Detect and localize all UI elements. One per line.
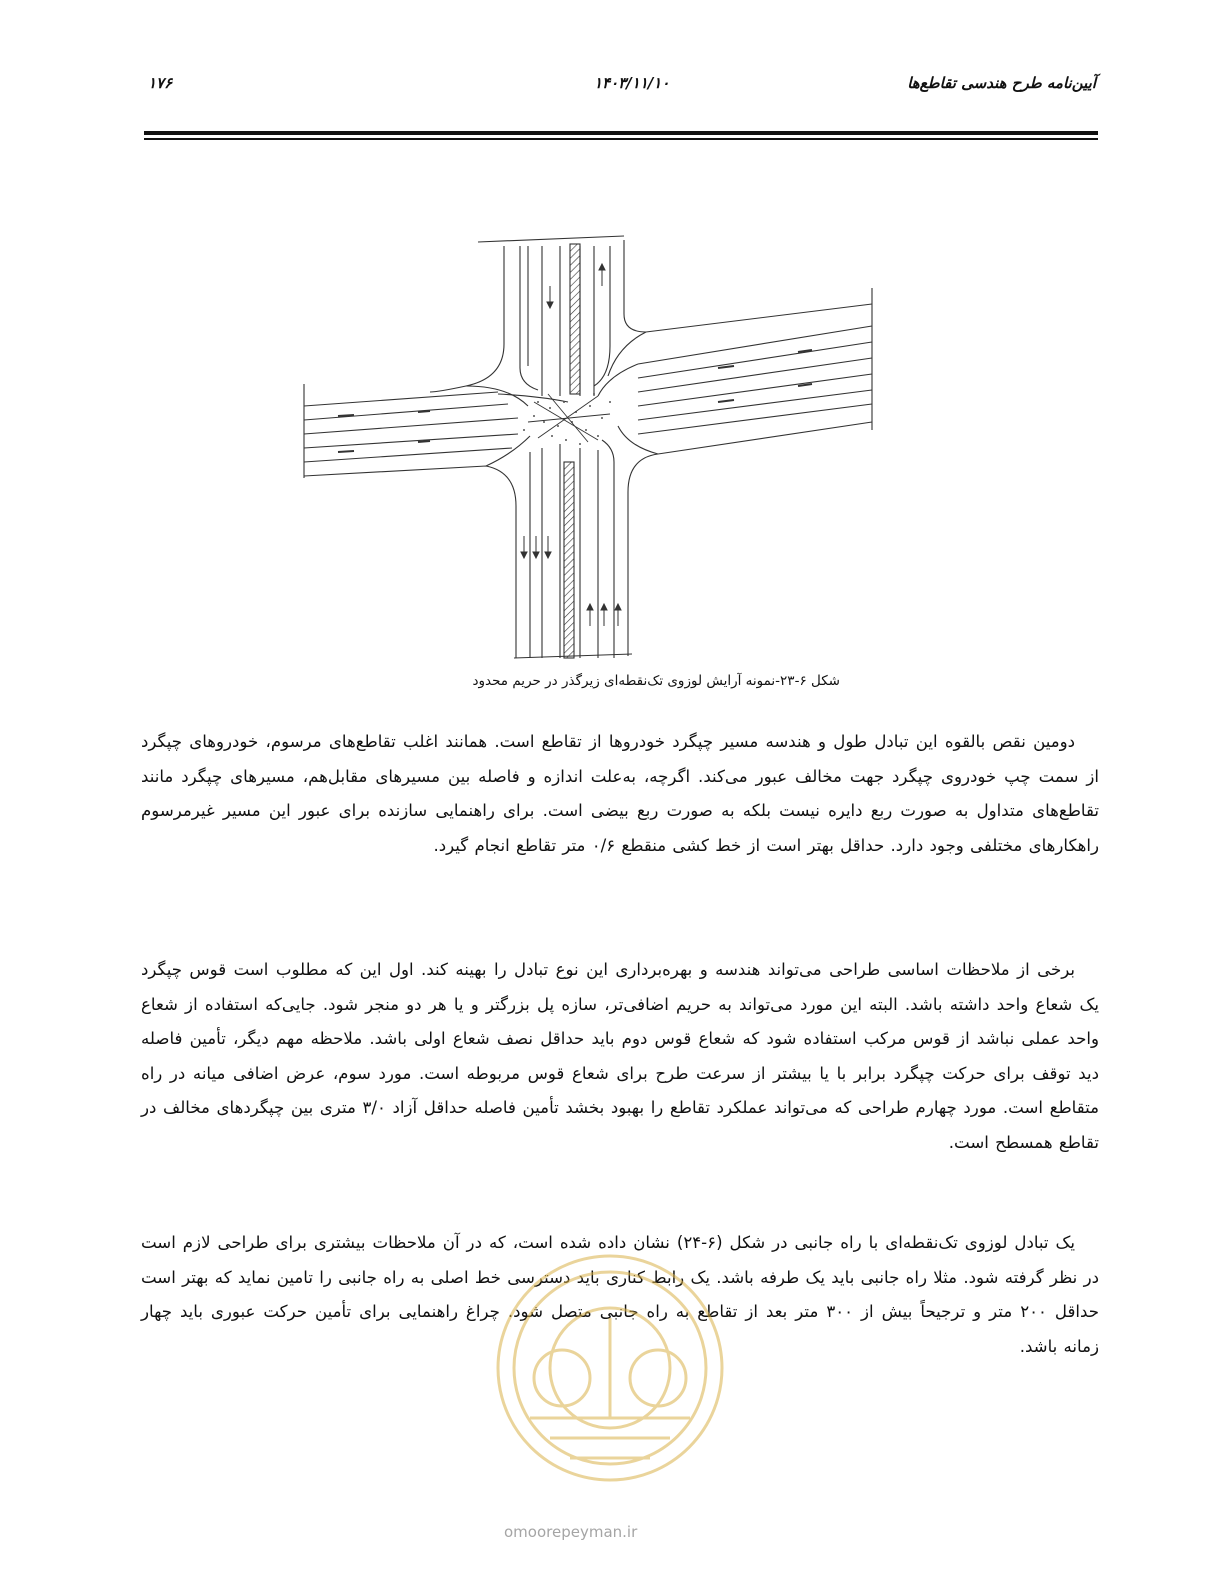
paragraph-2: برخی از ملاحظات اساسی طراحی می‌تواند هندسه و بهره‌برداری این نوع تبادل را بهینه کند. اول این که مطلوب است قوس چپگرد یک شعاع واحد داشته باشد. البته این مورد می‌تواند به حریم اضافی‌تر، سازه پل بزرگتر و یا هر دو منجر شود. جایی‌که استفاده از شعاع واحد عملی نباشد از قوس مرکب استفاده شود که شعاع قوس دوم باید حداقل نصف شعاع اولی باشد. ملاحظه مهم دیگر، تأمین فاصله دید توقف برای حرکت چپگرد برابر با یا بیشتر از سرعت طرح برای شعاع قوس مربوطه است. مورد سوم، عرض اضافی میانه در راه متقاطع است. مورد چهارم طراحی که می‌تواند عملکرد تقاطع را بهبود بخشد تأمین فاصله حداقل آزاد ۳/۰ متری بین چپگردهای مخالف در تقاطع همسطح است. — [141, 960, 1099, 1152]
header-rule-thick — [144, 131, 1098, 135]
page-number: ۱۷۶ — [148, 74, 173, 92]
header-date: ۱۴۰۳/۱۱/۱۰ — [594, 74, 670, 92]
paragraph-1: دومین نقص بالقوه این تبادل طول و هندسه مسیر چپگرد خودروها از تقاطع است. همانند اغلب تقاطع‌های مرسوم، خودروهای چپگرد از سمت چپ خودروی چپگرد جهت مخالف عبور می‌کند. اگرچه، به‌علت اندازه و فاصله بین مسیرهای مقابل‌هم، مسیرهای چپگرد مانند تقاطع‌های متداول به صورت ربع دایره نیست بلکه به صورت ربع بیضی است. برای راهنمایی سازنده برای عبور این مسیر غیرمرسوم راهکارهای مختلفی وجود دارد. حداقل بهتر است از خط کشی منقطع ۰/۶ متر تقاطع انجام گیرد. — [141, 732, 1099, 855]
interchange-figure — [298, 226, 882, 666]
watermark-url: omoorepeyman.ir — [504, 1523, 638, 1541]
document-title: آیین‌نامه طرح هندسی تقاطع‌ها — [907, 74, 1096, 92]
figure-caption: شکل ۶-۲۳-نمونه آرایش لوزوی تک‌نقطه‌ای زیرگذر در حریم محدود — [472, 673, 840, 689]
paragraph-3: یک تبادل لوزوی تک‌نقطه‌ای با راه جانبی در شکل (۶-۲۴) نشان داده شده است، که در آن ملاحظات بیشتری برای طراحی لازم است در نظر گرفته شود. مثلا راه جانبی باید یک طرفه باشد. یک رابط کناری باید دسترسی خط اصلی به راه جانبی را تامین نماید که بهتر است حداقل ۲۰۰ متر و ترجیحاً بیش از ۳۰۰ متر بعد از تقاطع به راه جانبی متصل شود. چراغ راهنمایی برای تأمین حرکت عبوری باید چهار زمانه باشد. — [141, 1233, 1099, 1356]
header-rule-thin — [144, 138, 1098, 140]
paragraph-1-container — [141, 725, 1099, 863]
watermark-seal-icon — [470, 1228, 750, 1508]
paragraph-2-container — [141, 953, 1099, 1161]
interchange-drawing — [298, 226, 882, 666]
page-header — [144, 74, 1098, 104]
